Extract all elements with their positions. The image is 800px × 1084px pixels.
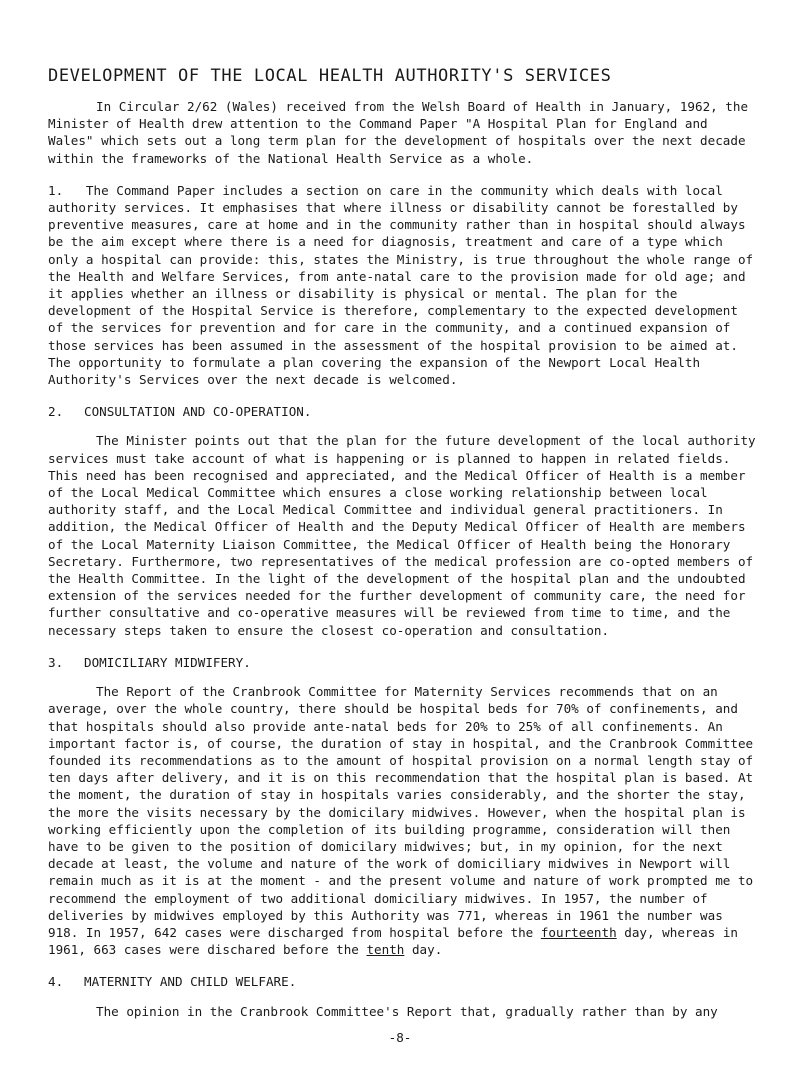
section-2-paragraph: The Minister points out that the plan for the future development of the local authority services must take account of what is happening or is planned to happen in related fields. This need has been recognised and appreciated, and the Medical Officer of Health is a member of the Local Medical Committee which ensures a close working relationship between local authority staff, and the Local Medical Committee and individual general practitioners. In addition, the Medical Officer of Health and the Deputy Medical Officer of Health are members of the Local Maternity Liaison Committee, the Medical Officer of Health being the Honorary Secretary. Furthermore, two representatives of the medical profession are co-opted members of the Health Committee. In the light of the development of the hospital plan and the undoubted extension of the services needed for the further development of community care, the need for further consultative and co-operative measures will be reviewed from time to time, and the necessary steps taken to ensure the closest co-operation and consultation. xyxy=(48,433,756,638)
section-3-text-after: day. xyxy=(404,942,443,958)
section-1-paragraph xyxy=(48,182,760,388)
section-3-text-middle: day, whereas in 1961, 663 cases were dischared before the xyxy=(48,924,738,958)
section-3-underline-tenth: tenth xyxy=(366,942,405,958)
section-2-heading xyxy=(48,403,760,420)
section-2-number: 2. xyxy=(48,404,64,420)
section-3-text-before: The Report of the Cranbrook Committee for Maternity Services recommends that on an average, over the whole country, there should be hospital beds for 70% of confinements, and that hospitals should also provide ante-natal beds for 20% to 25% of all confinements. An important factor is, of course, the duration of stay in hospital, and the Cranbrook Committee founded its recommendations as to the amount of hospital provision on a normal length stay of ten days after delivery, and it is on this recommendation that the hospital plan is based. At the moment, the duration of stay in hospitals varies considerably, and the shorter the stay, the more the visits necessary by the domicilary midwives. However, when the hospital plan is working efficiently upon the completion of its building programme, consideration will then have to be given to the position of domicilary midwives; but, in my opinion, for the next decade at least, the volume and nature of the work of domiciliary midwives in Newport will remain much as it is at the moment - and the present volume and nature of work prompted me to recommend the employment of two additional domiciliary midwives. In 1957, the number of deliveries by midwives employed by this Authority was 771, whereas in 1961 the number was 918. In 1957, 642 cases were discharged from hospital before the xyxy=(48,684,754,940)
page-title: DEVELOPMENT OF THE LOCAL HEALTH AUTHORITY'S SERVICES xyxy=(48,66,612,86)
section-4-number: 4. xyxy=(48,974,64,990)
section-3-underline-fourteenth: fourteenth xyxy=(540,924,617,940)
section-1-text: The Command Paper includes a section on care in the community which deals with local authority services. It emphasises that where illness or disability cannot be forestalled by preventive measures, care at home and in the community rather than in hospital should always be the aim except where there is a need for diagnosis, treatment and care of a type which only a hospital can provide: this, states the Ministry, is true throughout the whole range of the Health and Welfare Services, from ante-natal care to the provision made for old age; and it applies whether an illness or disability is physical or mental. The plan for the development of the Hospital Service is therefore, complementary to the expected development of the services for prevention and for care in the community, and a continued expansion of those services has been assumed in the assessment of the hospital provision to be aimed at. The opportunity to formulate a plan covering the expansion of the Newport Local Health Authority's Services over the next decade is welcomed. xyxy=(48,182,754,388)
section-3-paragraph xyxy=(48,683,760,958)
page-number: -8- xyxy=(388,1030,412,1045)
section-4-heading xyxy=(48,973,760,990)
document-page xyxy=(48,66,760,1035)
section-4-heading-text: MATERNITY AND CHILD WELFARE. xyxy=(84,974,297,990)
section-3-heading-text: DOMICILIARY MIDWIFERY. xyxy=(84,654,251,670)
intro-paragraph: In Circular 2/62 (Wales) received from the Welsh Board of Health in January, 1962, the Minister of Health drew attention to the Command Paper "A Hospital Plan for England and Wales" which sets out a long term plan for the development of hospitals over the next decade within the frameworks of the National Health Service as a whole. xyxy=(48,99,749,166)
section-3-number: 3. xyxy=(48,654,64,670)
section-2-heading-text: CONSULTATION AND CO-OPERATION. xyxy=(84,404,312,420)
section-3-heading xyxy=(48,654,760,671)
section-1-number: 1. xyxy=(48,182,64,198)
section-4-paragraph: The opinion in the Cranbrook Committee's Report that, gradually rather than by any xyxy=(96,1003,718,1019)
